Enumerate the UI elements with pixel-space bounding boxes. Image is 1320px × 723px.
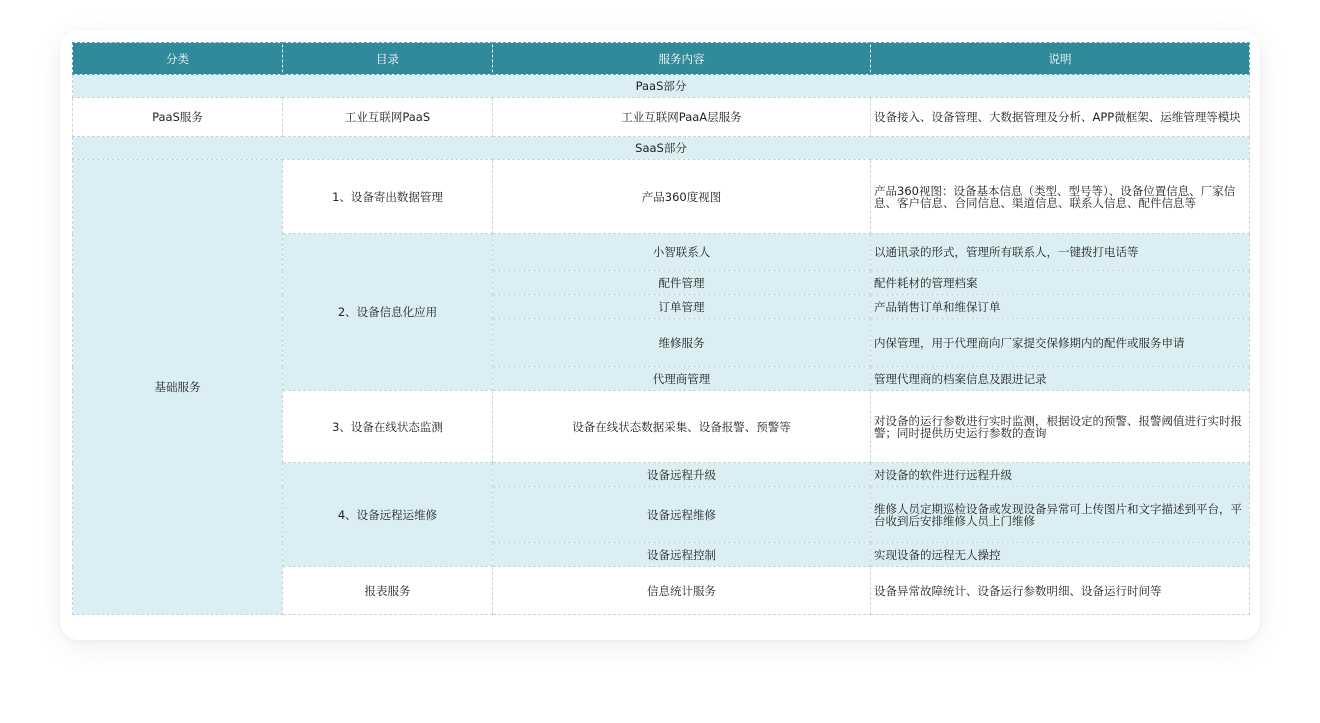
- description-cell: 设备接入、设备管理、大数据管理及分析、APP微框架、运维管理等模块: [871, 98, 1250, 137]
- catalog-cell: 报表服务: [283, 567, 493, 615]
- content-cell: 订单管理: [493, 295, 871, 319]
- description-cell: 对设备的运行参数进行实时监测，根据设定的预警、报警阈值进行实时报警；同时提供历史运行参数的查询: [871, 391, 1250, 463]
- content-cell: 产品360度视图: [493, 160, 871, 234]
- description-cell: 设备异常故障统计、设备运行参数明细、设备运行时间等: [871, 567, 1250, 615]
- description-cell: 对设备的软件进行远程升级: [871, 463, 1250, 487]
- catalog-cell: 3、设备在线状态监测: [283, 391, 493, 463]
- catalog-cell: 2、设备信息化应用: [283, 234, 493, 391]
- header-row: [73, 43, 1250, 75]
- content-cell: 维修服务: [493, 319, 871, 367]
- service-table: [72, 42, 1250, 615]
- section-title-saas: SaaS部分: [73, 137, 1250, 160]
- header-category: 分类: [73, 43, 283, 75]
- header-description: 说明: [871, 43, 1250, 75]
- description-cell: 维修人员定期巡检设备或发现设备异常可上传图片和文字描述到平台，平台收到后安排维修人员上门维修: [871, 487, 1250, 543]
- catalog-cell: 1、设备寄出数据管理: [283, 160, 493, 234]
- content-cell: 代理商管理: [493, 367, 871, 391]
- catalog-cell: 工业互联网PaaS: [283, 98, 493, 137]
- content-cell: 设备远程控制: [493, 543, 871, 567]
- header-content: 服务内容: [493, 43, 871, 75]
- content-cell: 设备远程升级: [493, 463, 871, 487]
- section-title-paas: PaaS部分: [73, 75, 1250, 98]
- content-cell: 小智联系人: [493, 234, 871, 271]
- description-cell: 实现设备的远程无人操控: [871, 543, 1250, 567]
- content-cell: 配件管理: [493, 271, 871, 295]
- content-cell: 信息统计服务: [493, 567, 871, 615]
- catalog-cell: 4、设备远程运维修: [283, 463, 493, 567]
- description-cell: 管理代理商的档案信息及跟进记录: [871, 367, 1250, 391]
- table-row: [73, 160, 1250, 234]
- header-catalog: 目录: [283, 43, 493, 75]
- category-cell: 基础服务: [73, 160, 283, 615]
- content-cell: 设备在线状态数据采集、设备报警、预警等: [493, 391, 871, 463]
- description-cell: 产品销售订单和维保订单: [871, 295, 1250, 319]
- section-row-paas: [73, 75, 1250, 98]
- table-row: [73, 98, 1250, 137]
- description-cell: 以通讯录的形式，管理所有联系人，一键拨打电话等: [871, 234, 1250, 271]
- description-cell: 产品360视图：设备基本信息（类型、型号等）、设备位置信息、厂家信息、客户信息、合同信息、渠道信息、联系人信息、配件信息等: [871, 160, 1250, 234]
- content-cell: 工业互联网PaaA层服务: [493, 98, 871, 137]
- section-row-saas: [73, 137, 1250, 160]
- description-cell: 内保管理，用于代理商向厂家提交保修期内的配件或服务申请: [871, 319, 1250, 367]
- content-cell: 设备远程维修: [493, 487, 871, 543]
- description-cell: 配件耗材的管理档案: [871, 271, 1250, 295]
- category-cell: PaaS服务: [73, 98, 283, 137]
